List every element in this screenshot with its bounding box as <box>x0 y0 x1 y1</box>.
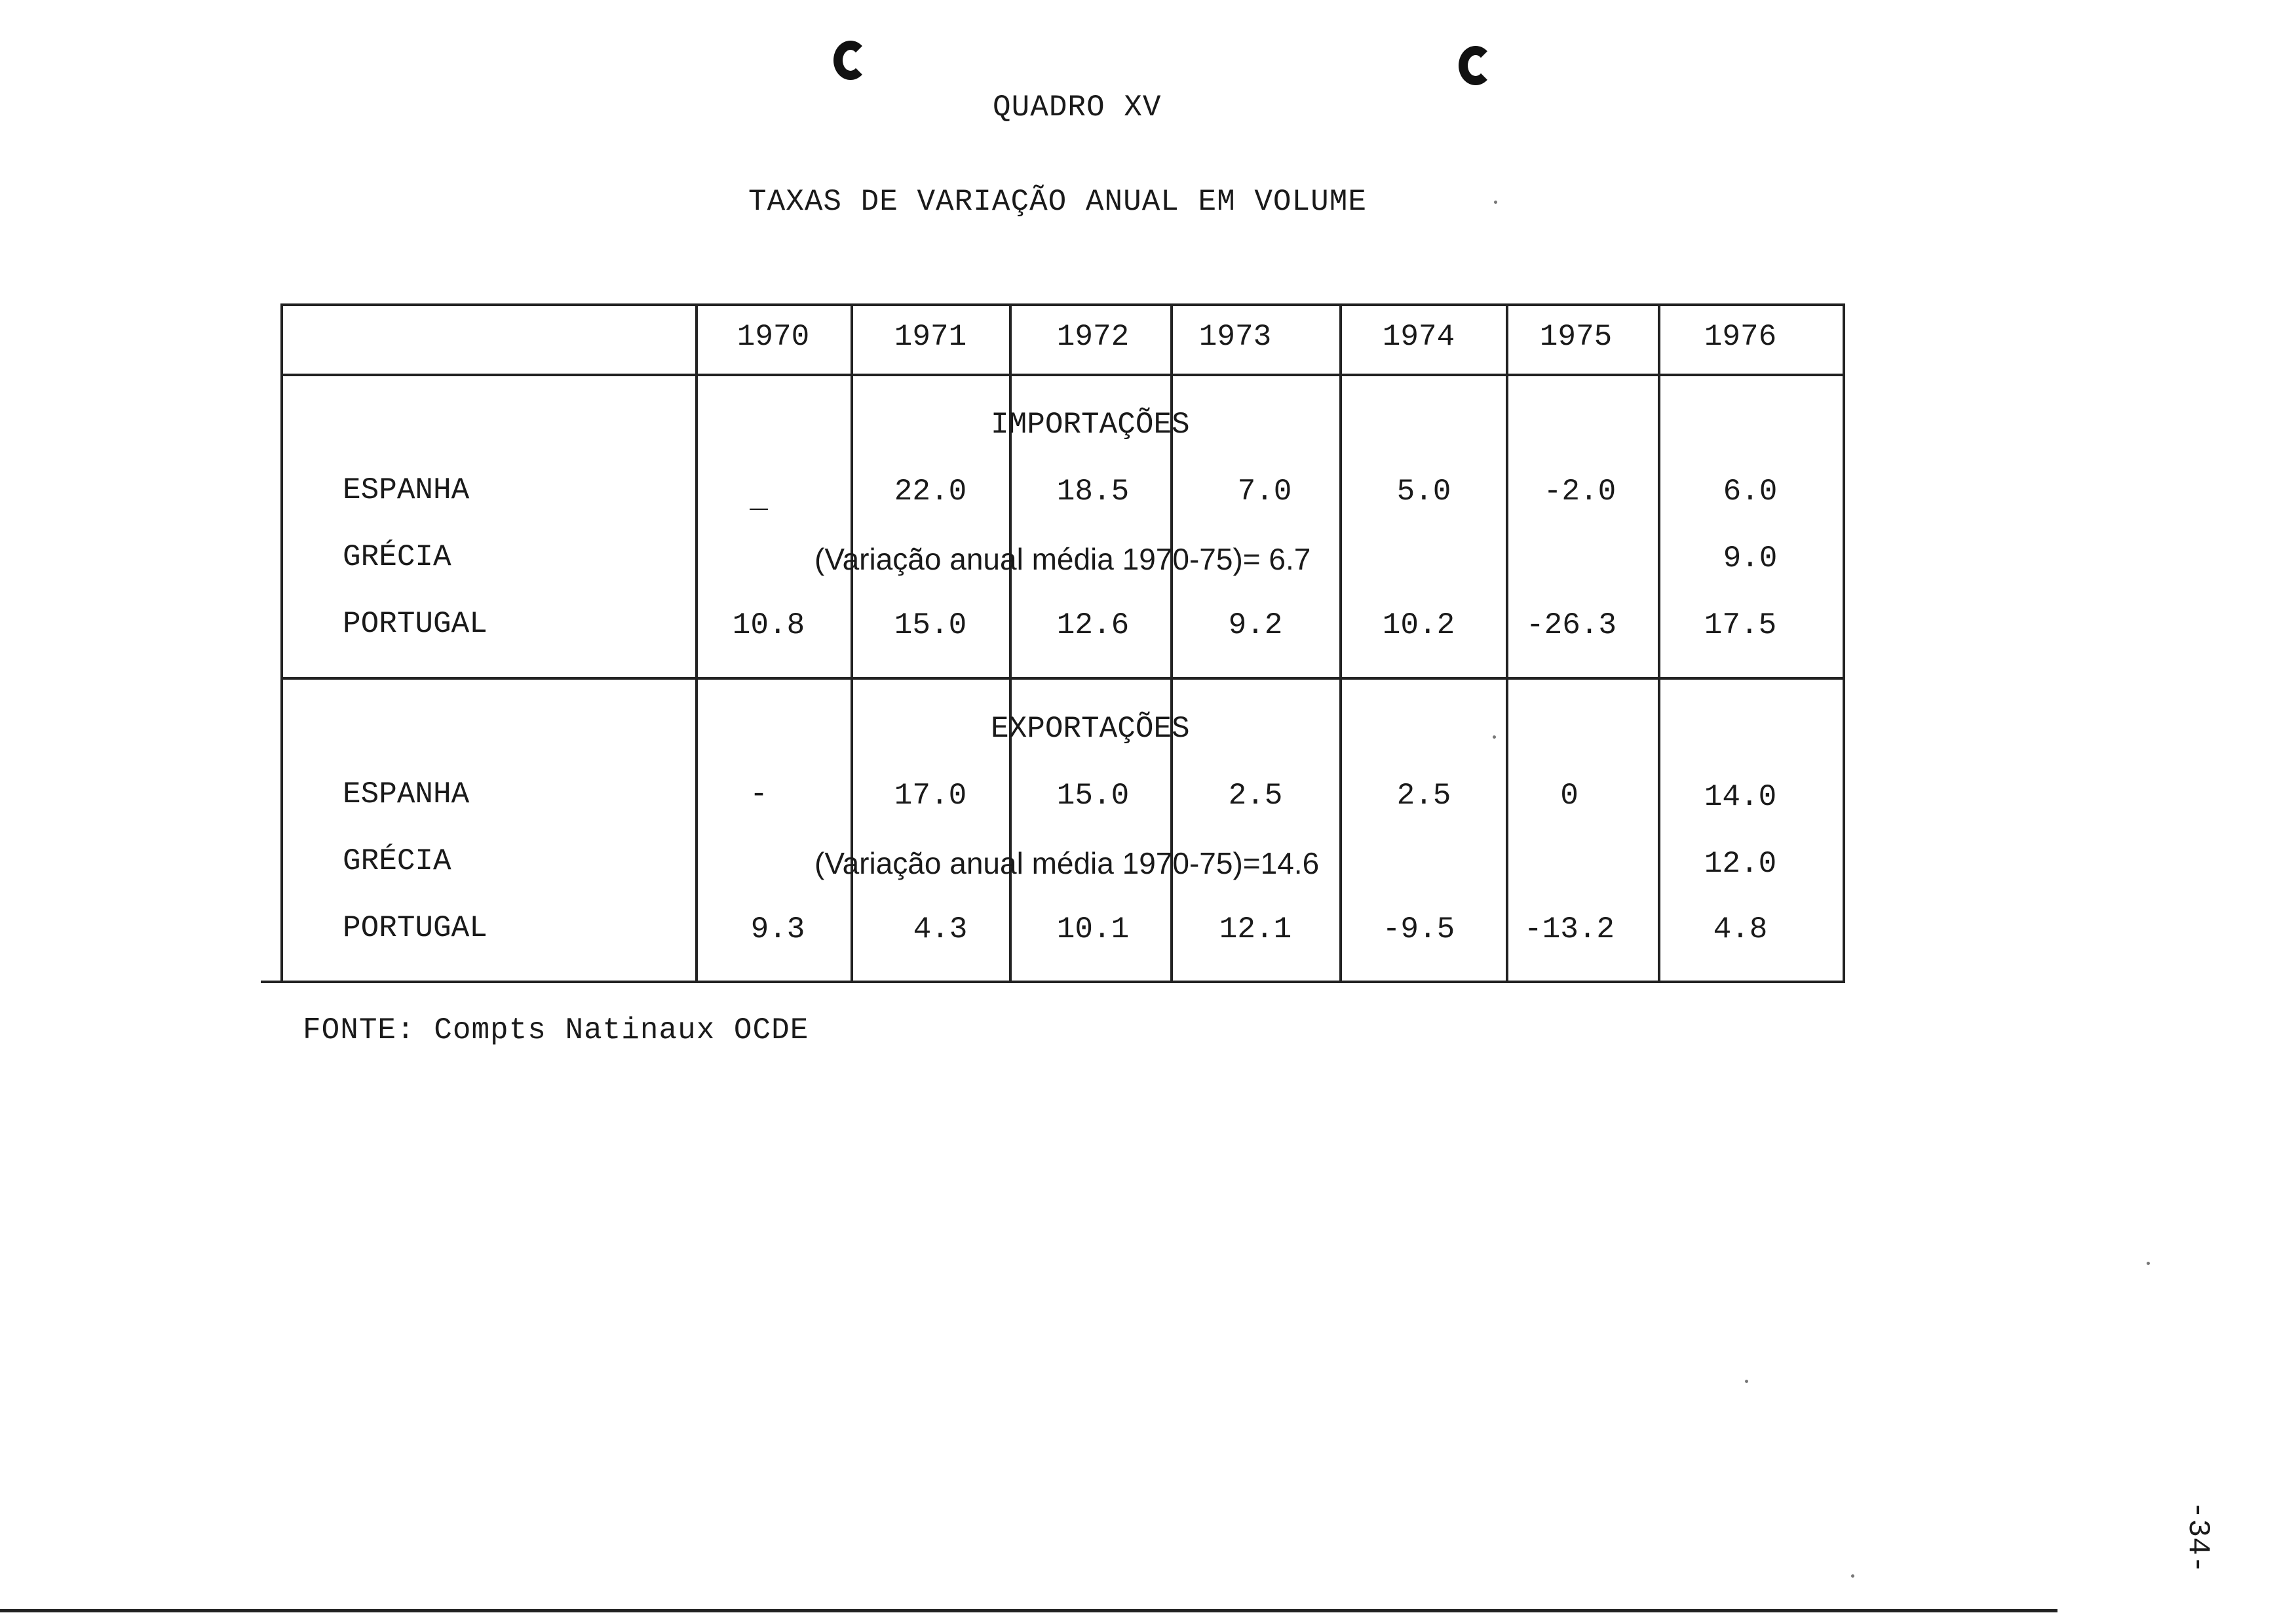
year-header: 1976 <box>1704 320 1777 354</box>
row-label: GRÉCIA <box>343 844 451 878</box>
table-cell: 12.1 <box>1219 912 1292 946</box>
scan-speck <box>1494 201 1497 204</box>
col-rule <box>1009 303 1012 983</box>
table-cell: 6.0 <box>1723 475 1778 509</box>
table-header-rule <box>280 374 1845 376</box>
table-cell: 18.5 <box>1056 475 1130 509</box>
col-rule <box>851 303 853 983</box>
table-cell: -13.2 <box>1523 912 1615 946</box>
col-rule <box>1339 303 1342 983</box>
table-cell: _ <box>750 482 768 516</box>
table-cell: 15.0 <box>1056 779 1130 813</box>
table-cell: 9.0 <box>1723 541 1778 575</box>
table-left-rule <box>280 303 283 983</box>
table-cell: 2.5 <box>1396 779 1451 813</box>
section-title-importacoes: IMPORTAÇÕES <box>991 408 1190 442</box>
year-header: 1975 <box>1539 320 1613 354</box>
row-label: GRÉCIA <box>343 540 451 574</box>
scan-speck <box>1493 735 1496 739</box>
table-cell: 17.5 <box>1704 608 1777 642</box>
source-note: FONTE: Compts Natinaux OCDE <box>303 1013 809 1047</box>
year-header: 1972 <box>1056 320 1130 354</box>
table-cell: 10.8 <box>732 608 805 642</box>
table-cell: 5.0 <box>1396 475 1451 509</box>
col-rule <box>1170 303 1173 983</box>
row-label: ESPANHA <box>343 473 470 507</box>
table-cell: 14.0 <box>1704 780 1777 814</box>
table-cell: 10.2 <box>1382 608 1455 642</box>
table-right-rule <box>1843 303 1845 983</box>
average-note: (Variação anual média 1970-75)= 6.7 <box>814 542 1311 576</box>
scan-speck <box>2147 1262 2150 1265</box>
table-top-rule <box>280 303 1845 306</box>
average-note: (Variação anual média 1970-75)=14.6 <box>814 846 1320 880</box>
punch-hole-right <box>1459 46 1493 85</box>
scan-speck <box>1851 1574 1854 1578</box>
row-label: PORTUGAL <box>343 607 488 641</box>
table-cell: -26.3 <box>1525 608 1617 642</box>
page-title: QUADRO XV <box>993 90 1162 125</box>
table-cell: -9.5 <box>1382 912 1455 946</box>
table-cell: 4.3 <box>913 912 968 946</box>
year-header: 1971 <box>894 320 967 354</box>
col-rule <box>695 303 698 983</box>
table-cell: 15.0 <box>894 608 967 642</box>
table-cell: 22.0 <box>894 475 967 509</box>
table-bottom-rule <box>261 981 1845 983</box>
table-cell: 4.8 <box>1713 912 1768 946</box>
table-cell: 12.0 <box>1704 847 1777 881</box>
punch-hole-left <box>833 41 868 80</box>
table-cell: 9.3 <box>750 912 805 946</box>
page-number: -34- <box>2181 1501 2215 1574</box>
col-rule <box>1506 303 1508 983</box>
table-cell: 2.5 <box>1228 779 1283 813</box>
table-cell: 9.2 <box>1228 608 1283 642</box>
row-label: PORTUGAL <box>343 911 488 945</box>
col-rule <box>1658 303 1660 983</box>
page-bottom-edge <box>0 1609 2057 1612</box>
table-cell: - <box>750 777 768 811</box>
table-cell: 12.6 <box>1056 608 1130 642</box>
table-cell: 10.1 <box>1056 912 1130 946</box>
table-section-rule <box>280 677 1845 680</box>
table-cell: -2.0 <box>1543 475 1617 509</box>
table-cell: 0 <box>1560 779 1578 813</box>
row-label: ESPANHA <box>343 777 470 811</box>
page-subtitle: TAXAS DE VARIAÇÃO ANUAL EM VOLUME <box>748 185 1367 219</box>
table-cell: 7.0 <box>1237 475 1292 509</box>
section-title-exportacoes: EXPORTAÇÕES <box>991 712 1190 746</box>
scan-speck <box>1745 1380 1748 1383</box>
table-cell: 17.0 <box>894 779 967 813</box>
year-header: 1974 <box>1382 320 1455 354</box>
year-header: 1973 <box>1198 320 1272 354</box>
year-header: 1970 <box>737 320 810 354</box>
